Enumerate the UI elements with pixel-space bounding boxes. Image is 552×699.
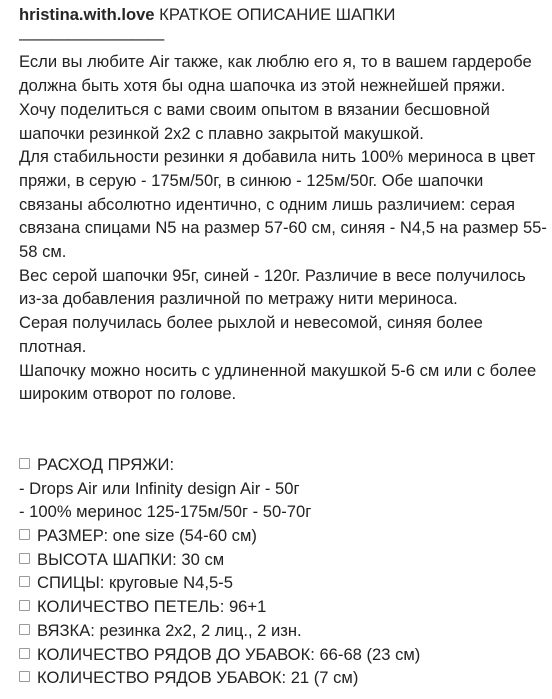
spec-text: КОЛИЧЕСТВО РЯДОВ УБАВОК: 21 (7 см) [37, 668, 359, 688]
spec-text: ВЫСОТА ШАПКИ: 30 см [37, 549, 225, 569]
spec-item-yarn-air [19, 477, 547, 501]
spec-text: КОЛИЧЕСТВО ПЕТЕЛЬ: 96+1 [37, 597, 267, 617]
checkbox-bullet-icon [19, 648, 30, 659]
spec-text: РАСХОД ПРЯЖИ: [37, 454, 175, 474]
spec-item-yarn-usage [19, 453, 547, 477]
spec-item-stitches [19, 595, 547, 619]
spec-text: КОЛИЧЕСТВО РЯДОВ ДО УБАВОК: 66-68 (23 см) [37, 644, 421, 664]
caption-paragraph: Если вы любите Air также, как люблю его я, то в вашем гардеробе должна быть хотя бы одна шапочка из этой нежнейшей пряжи. [19, 52, 532, 96]
spec-item-yarn-merino [19, 500, 547, 524]
checkbox-bullet-icon [19, 600, 30, 611]
caption-header [19, 3, 547, 27]
caption-paragraph: Для стабильности резинки я добавила нить 100% мериноса в цвет пряжи, в серую - 175м/50г, в синюю - 125м/50г. Обе шапочки связаны абсолютно идентично, с одним лишь различием: серая связана спицами N5 на размер 57-60 см, синяя - N4,5 на размер 55-58 см. [19, 147, 547, 262]
spec-item-needles [19, 571, 547, 595]
checkbox-bullet-icon [19, 458, 30, 469]
caption-paragraph: Серая получилась более рыхлой и невесомой, синяя более плотная. [19, 313, 483, 356]
username-link[interactable]: hristina.with.love [19, 5, 155, 24]
spec-item-size [19, 524, 547, 548]
spec-item-knitting [19, 619, 547, 643]
caption-paragraph: Шапочку можно носить с удлиненной макушкой 5-6 см или с более широким отворот по голове. [19, 360, 537, 404]
checkbox-bullet-icon [19, 529, 30, 540]
spec-text: ВЯЗКА: резинка 2х2, 2 лиц., 2 изн. [37, 620, 302, 640]
checkbox-bullet-icon [19, 624, 30, 635]
spec-text: СПИЦЫ: круговые N4,5-5 [37, 573, 233, 593]
spec-item-rows-decrease [19, 666, 547, 690]
section-gap [19, 406, 547, 453]
spec-list [19, 453, 547, 690]
spec-text: РАЗМЕР: one size (54-60 см) [37, 526, 257, 546]
caption-title: КРАТКОЕ ОПИСАНИЕ ШАПКИ [159, 5, 396, 24]
caption-paragraph: Вес серой шапочки 95г, синей - 120г. Различие в весе получилось из-за добавления различной по метражу нити мериноса. [19, 265, 526, 309]
spec-item-rows-before [19, 643, 547, 667]
spec-text: - Drops Air или Infinity design Air - 50г [19, 478, 300, 498]
checkbox-bullet-icon [19, 671, 30, 682]
caption-paragraph: Хочу поделиться с вами своим опытом в вязании бесшовной шапочки резинкой 2х2 с плавно закрытой макушкой. [19, 99, 490, 143]
post-caption [19, 3, 547, 690]
checkbox-bullet-icon [19, 553, 30, 564]
spec-text: - 100% меринос 125-175м/50г - 50-70г [19, 502, 312, 522]
checkbox-bullet-icon [19, 576, 30, 587]
caption-divider: ————————— [19, 28, 164, 48]
spec-item-height [19, 548, 547, 572]
